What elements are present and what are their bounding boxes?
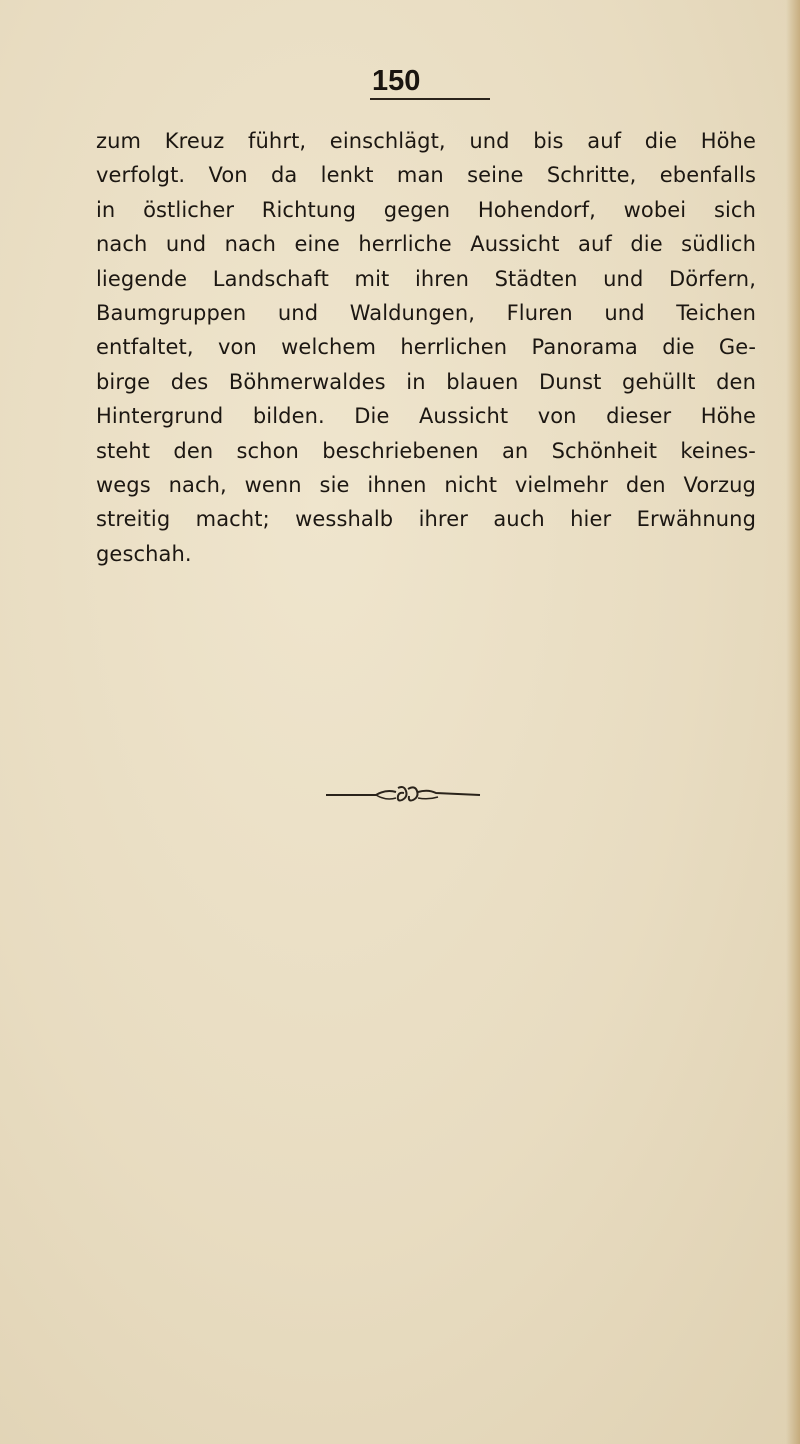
text-line: Hintergrund bilden. Die Aussicht von dieser Höhe — [96, 404, 756, 429]
text-line: streitig macht; wesshalb ihrer auch hier Erwähnung — [96, 507, 756, 532]
text-line: geschah. — [96, 541, 192, 566]
text-line: steht den schon beschriebenen an Schönheit keines- — [96, 438, 756, 463]
text-line: birge des Böhmerwaldes in blauen Dunst gehüllt den — [96, 369, 756, 394]
text-line: verfolgt. Von da lenkt man seine Schritte, ebenfalls — [96, 163, 756, 188]
text-line: wegs nach, wenn sie ihnen nicht vielmehr den Vorzug — [96, 472, 756, 497]
text-line: Baumgruppen und Waldungen, Fluren und Teichen — [96, 300, 756, 325]
page-edge-shadow — [786, 0, 800, 1444]
text-line: nach und nach eine herrliche Aussicht auf die südlich — [96, 232, 756, 257]
text-line: liegende Landschaft mit ihren Städten und Dörfern, — [96, 266, 756, 291]
text-line: entfaltet, von welchem herrlichen Panorama die Ge- — [96, 335, 756, 360]
text-line: in östlicher Richtung gegen Hohendorf, wobei sich — [96, 197, 756, 222]
page-number: 150 — [372, 65, 421, 97]
body-text — [96, 124, 756, 571]
text-line: zum Kreuz führt, einschlägt, und bis auf die Höhe — [96, 129, 756, 153]
end-ornament-icon — [318, 780, 488, 810]
page-number-rule — [370, 98, 490, 100]
